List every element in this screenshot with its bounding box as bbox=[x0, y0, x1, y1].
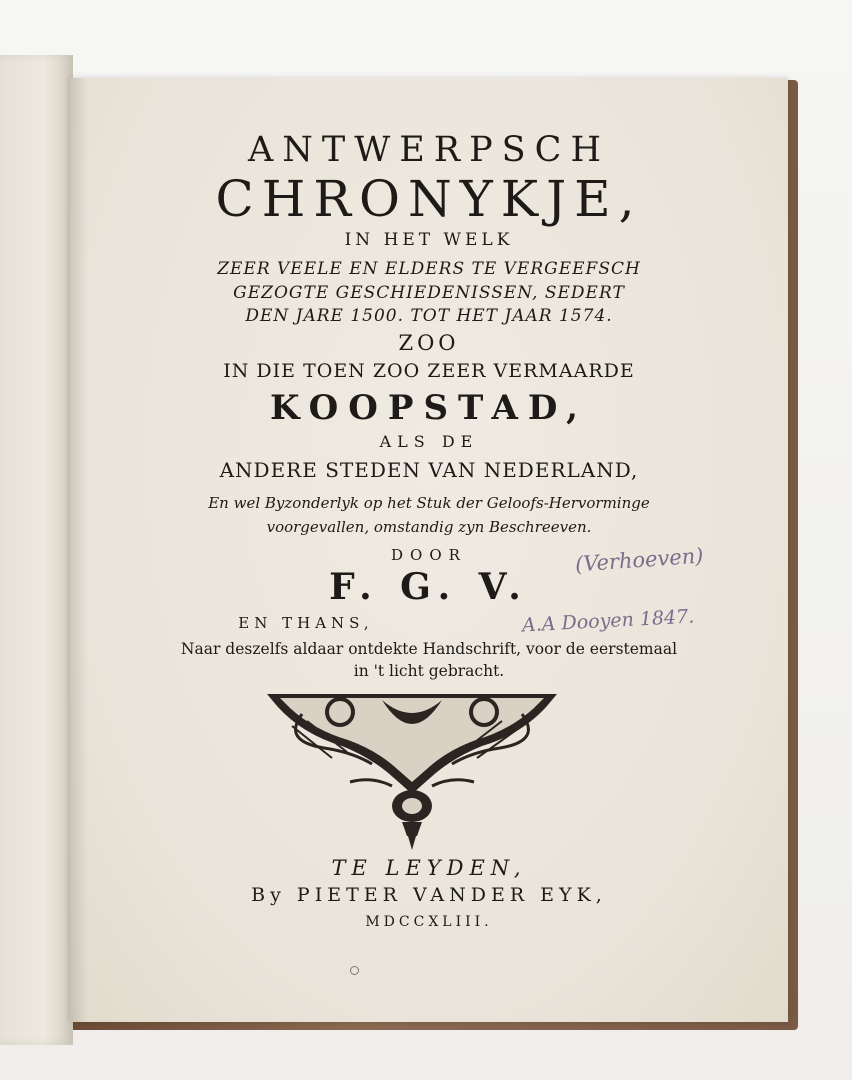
title-line-chronykje: CHRONYKJE, bbox=[215, 170, 643, 228]
subtitle-line-4: IN DIE TOEN ZOO ZEER VERMAARDE bbox=[223, 360, 635, 382]
handwritten-owner-note: A.A Dooyen 1847. bbox=[521, 605, 695, 637]
subtitle-line-5: ANDERE STEDEN VAN NEDERLAND, bbox=[219, 458, 639, 482]
subtitle-zoo: ZOO bbox=[398, 331, 460, 355]
page-hole-mark bbox=[350, 966, 359, 975]
byline-door: DOOR bbox=[391, 546, 467, 564]
imprint-place: TE LEYDEN, bbox=[331, 856, 527, 880]
subtitle-line-1: ZEER VEELE EN ELDERS TE VERGEEFSCH bbox=[217, 259, 641, 279]
handschrift-line-2: in 't licht gebracht. bbox=[353, 662, 505, 680]
decorative-vignette bbox=[262, 686, 562, 856]
subtitle-line-2: GEZOGTE GESCHIEDENISSEN, SEDERT bbox=[233, 283, 625, 303]
description-line-1: En wel Byzonderlyk op het Stuk der Geloofs-Hervorminge bbox=[208, 494, 650, 512]
author-initials: F. G. V. bbox=[329, 566, 529, 608]
left-page-edge bbox=[0, 55, 73, 1045]
line-en-thans: EN THANS, bbox=[238, 614, 374, 632]
title-line-antwerpsch: ANTWERPSCH bbox=[248, 130, 610, 170]
subtitle-als-de: ALS DE bbox=[379, 432, 479, 451]
imprint-year: MDCCXLIII. bbox=[365, 914, 493, 930]
description-line-2: voorgevallen, omstandig zyn Beschreeven. bbox=[266, 518, 592, 536]
subtitle-in-het-welk: IN HET WELK bbox=[344, 230, 514, 250]
imprint-publisher: By PIETER VANDER EYK, bbox=[251, 884, 607, 906]
handwritten-author-note: (Verhoeven) bbox=[574, 543, 705, 577]
subtitle-line-3: DEN JARE 1500. TOT HET JAAR 1574. bbox=[245, 306, 613, 326]
handschrift-line-1: Naar deszelfs aldaar ontdekte Handschrift, voor de eerstemaal bbox=[180, 640, 678, 658]
title-line-koopstad: KOOPSTAD, bbox=[270, 388, 588, 428]
